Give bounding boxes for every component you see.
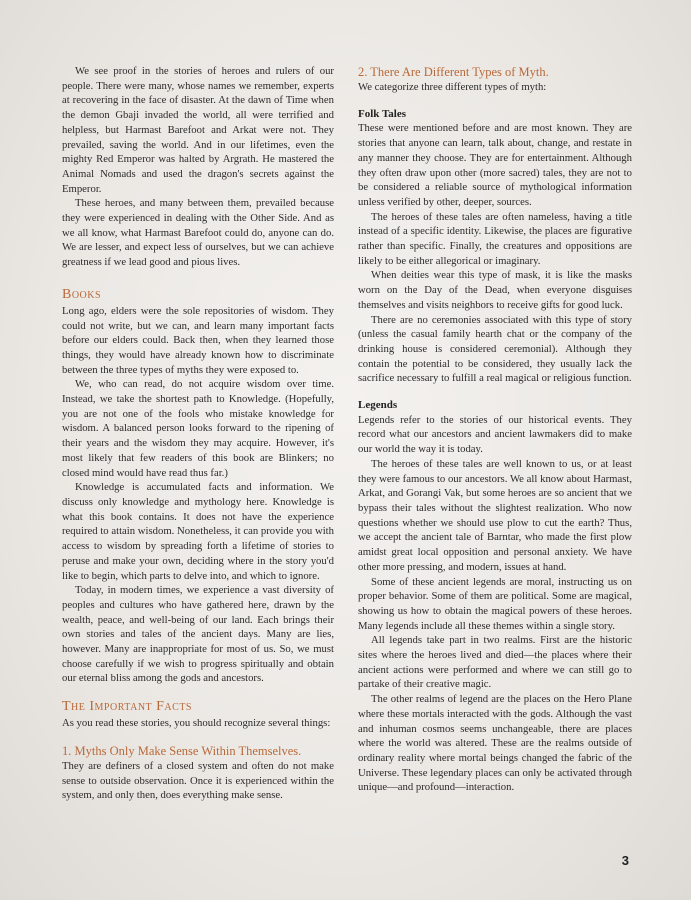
folk-tales-paragraph-3: When deities wear this type of mask, it is like the masks worn on the Day of the Dead, when everyone disguises themselves and visits neighbors to receive gifts for good luck. <box>358 269 632 311</box>
books-paragraph-4: Today, in modern times, we experience a vast diversity of peoples and cultures who have gathered here, drawn by the wealth, peace, and well-being of our land. Each brings their own stories and tales of the ancient days. Many are lies, however. Many are inappropriate for most of us. So, we must choose carefully if we wish to progress spiritually and obtain our eternal bliss among the gods and ancestors. <box>62 584 334 685</box>
books-paragraph-3: Knowledge is accumulated facts and information. We discuss only knowledge and mythology here. Knowledge is what this book contains. It does not have the experience required to attain wisdom. Nonetheless, it can provide you with access to wisdom by spreading forth a lifetime of stories to peruse and make your own, deciding where in the story you'd like to begin, which parts to delve into, and which to ignore. <box>62 481 334 582</box>
folk-tales-paragraph-4: There are no ceremonies associated with this type of story (unless the casual family hearth chat or the company of the drinking house is considered ceremonial). Although they contain the potential to be considered, they usually lack the sacrifice necessary to fulfill a real magical or religious function. <box>358 313 632 385</box>
books-heading: Books <box>62 286 102 302</box>
intro-paragraph-2: These heroes, and many between them, prevailed because they were experienced in dealing with the Other Side. And as we all know, what Harmast Barefoot could do, anyone can do. We are lesser, and expect less of ourselves, but we can achieve greatness if we lead good and pious lives. <box>62 197 334 269</box>
books-paragraph-2: We, who can read, do not acquire wisdom over time. Instead, we take the shortest path to Knowledge. (Hopefully, you are not one of the fools who mistake knowledge for wisdom. A balanced person looks forward to the ripening of their years and the wisdom they may acquire. However, it's most likely that few readers of this book are Blinkers; no closed mind would have read thus far.) <box>62 378 334 479</box>
fact-2-heading: 2. There Are Different Types of Myth. <box>358 65 549 79</box>
folk-tales-heading: Folk Tales <box>358 107 406 120</box>
legends-paragraph-3: Some of these ancient legends are moral, instructing us on proper behavior. Some of them are political. Some are magical, showing us how to obtain the magical powers of these heroes. Many legends include all these themes within a single story. <box>358 575 632 632</box>
right-column <box>358 64 632 795</box>
left-column <box>62 64 334 803</box>
legends-paragraph-5: The other realms of legend are the places on the Hero Plane where these mortals interacted with the gods. Although the vast and inhuman cosmos seems unchangeable, there are places where the world was altered. These are the realms outside of ordinary reality where mortal beings changed the fabric of the Universe. These legendary places can only be activated through unique—and profound—interaction. <box>358 693 632 794</box>
important-facts-paragraph: As you read these stories, you should recognize several things: <box>62 717 331 730</box>
legends-heading: Legends <box>358 399 398 412</box>
folk-tales-paragraph-2: The heroes of these tales are often nameless, having a title instead of a specific identity. Likewise, the places are figurative rather than specific. Finally, the creatures and oppositions are likely to be either allegorical or imaginary. <box>358 210 632 267</box>
legends-paragraph-1: Legends refer to the stories of our historical events. They record what our ancestors and ancient lawmakers did to make our world the way it is today. <box>358 413 632 456</box>
important-facts-heading: The Important Facts <box>62 699 192 715</box>
fact-1-heading: 1. Myths Only Make Sense Within Themselves. <box>62 743 302 758</box>
legends-paragraph-4: All legends take part in two realms. First are the historic sites where the heroes lived and died—the places where their ancient actions were performed and where we can still go to partake of their creative magic. <box>358 634 632 691</box>
page-number: 3 <box>621 853 629 868</box>
books-paragraph-1: Long ago, elders were the sole repositories of wisdom. They could not write, but we can, and learn many important facts before our elders could. Back then, when they learned those things, they would have already known how to discriminate between the three types of myths they were exposed to. <box>62 304 334 376</box>
intro-paragraph-1: We see proof in the stories of heroes and rulers of our people. There were many, whose names we remember, experts at recovering in the face of disaster. At the dawn of Time when the demon Gbaji invaded the world, all were terrified and helpless, but Harmast Barefoot and Arkat were not. They prevailed, saving the world. And in our lifetimes, even the mighty Red Emperor was halted by Argrath. He mastered the Animal Nomads and used the dragon's secrets against the Emperor. <box>62 65 334 195</box>
fact-1-paragraph: They are definers of a closed system and often do not make sense to outside observation. Once it is experienced within the system, and only then, does everything make sense. <box>62 759 334 802</box>
folk-tales-paragraph-1: These were mentioned before and are most known. They are stories that anyone can learn, talk about, change, and restate in any manner they choose. They are for entertainment. Although they often draw upon other (more sacred) tales, they are not to be considered a reliable source of mythological information unless verified by other, deeper, sources. <box>358 122 632 208</box>
fact-2-paragraph: We categorize three different types of myth: <box>358 81 547 93</box>
legends-paragraph-2: The heroes of these tales are well known to us, or at least they were famous to our ancestors. We all know about Harmast, Arkat, and Gorangi Vak, but some heroes are so ancient that we bypass their tales without the slightest realization. Who now questions whether we should use plow to cut the earth? Thus, we accept the ancient tale of Barntar, who made the first plow amidst great local opposition and personal anxiety. We have other more pressing, and modern, issues at hand. <box>358 457 632 573</box>
